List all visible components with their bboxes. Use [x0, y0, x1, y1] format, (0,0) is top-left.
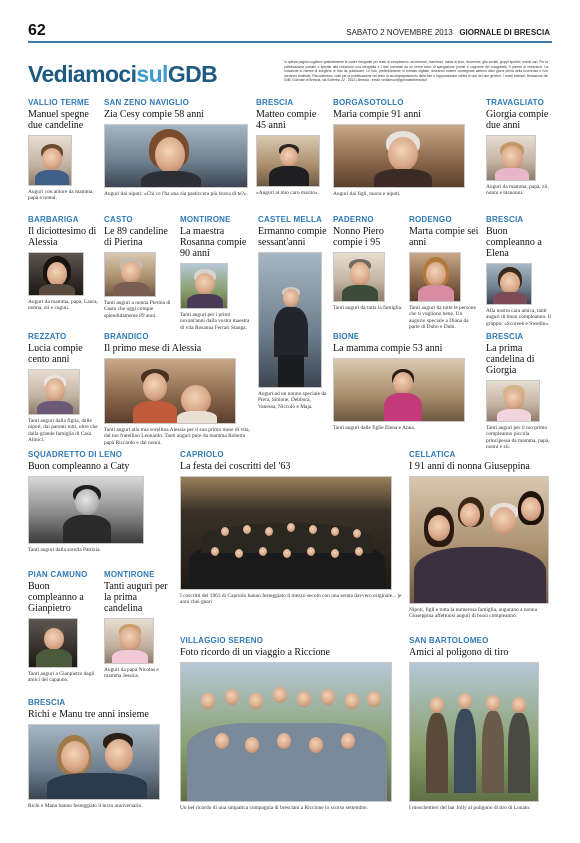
- article-photo: [333, 358, 465, 422]
- article-photo: [333, 252, 385, 302]
- newspaper-name: GIORNALE DI BRESCIA: [459, 28, 550, 37]
- article-caption: Auguri da mamma, papà, zii, nonni e bisnonni.: [486, 184, 549, 197]
- article-location: TRAVAGLIATO: [486, 98, 545, 107]
- article-photo: [104, 124, 248, 188]
- article-headline: La prima candelina di Giorgia: [486, 343, 535, 376]
- article-photo: [409, 476, 549, 604]
- article-headline: Maria compie 91 anni: [333, 109, 422, 120]
- article-location: CELLATICA: [409, 450, 456, 459]
- article-caption: Auguri da papà Nicolas e mamma Jessica.: [104, 667, 159, 680]
- article-location: BORGASOTOLLO: [333, 98, 404, 107]
- article-caption: Richi e Manu hanno festeggiato il terzo anniversario.: [28, 803, 143, 809]
- article-headline: Richi e Manu tre anni insieme: [28, 709, 149, 720]
- article-paderno: [333, 215, 403, 311]
- article-location: MONTIRONE: [180, 215, 231, 224]
- article-caption: Tanti auguri per i primi novant'anni dalla vostra maestra di vita Rosanna Ferrari Stanga.: [180, 312, 250, 331]
- article-brescia-richi-manu: [28, 698, 176, 809]
- article-caption: Tanti auguri dalle figlie Elena e Anna.: [333, 425, 416, 431]
- article-capriolo: [180, 450, 404, 606]
- article-photo: [28, 369, 80, 415]
- article-location: CASTEL MELLA: [258, 215, 323, 224]
- article-headline: Marta compie sei anni: [409, 226, 479, 248]
- article-villaggio-sereno: [180, 636, 404, 811]
- article-location: BRESCIA: [486, 215, 524, 224]
- article-location: MONTIRONE: [104, 570, 155, 579]
- article-photo: [180, 263, 228, 309]
- article-headline: Le 89 candeline di Pierina: [104, 226, 168, 248]
- article-photo: [486, 135, 536, 181]
- article-location: PIAN CAMUNO: [28, 570, 88, 579]
- article-squadretto-di-leno: [28, 450, 176, 553]
- article-caption: Auguri ad un nonno speciale da Piera, Simone, Debbora, Vanessa, Niccolò e Maja.: [258, 391, 327, 410]
- masthead-part2: sul: [136, 61, 168, 87]
- article-location: BARBARIGA: [28, 215, 79, 224]
- article-caption: Tanti auguri alla mia sorellina Alessia per il suo primo mese di vita, dal tuo fratellino Leonardo. Tanti auguri pure da mamma Roberta papà Riccardo e dai nonni.: [104, 427, 250, 446]
- article-rodengo: [409, 215, 479, 331]
- article-caption: Tanti auguri dalla figlia, dalle nipoti, dai parenti tutti, oltre che dalla grande famiglia di Casa Almici.: [28, 418, 98, 444]
- article-rezzato: [28, 332, 98, 444]
- section-masthead: [28, 61, 217, 87]
- article-headline: Ermanno compie sessant'anni: [258, 226, 327, 248]
- article-caption: Un bel ricordo di una simpatica compagnia di bresciani a Riccione lo scorso settembre.: [180, 805, 369, 811]
- article-headline: Il primo mese di Alessia: [104, 343, 202, 354]
- article-castel-mella: [258, 215, 328, 410]
- masthead-part3: GDB: [167, 61, 218, 87]
- article-location: BRESCIA: [28, 698, 66, 707]
- article-headline: I 91 anni di nonna Giuseppina: [409, 461, 530, 472]
- article-photo: [104, 618, 154, 664]
- article-borgosatollo: [333, 98, 478, 197]
- article-brescia-matteo: [256, 98, 324, 196]
- masthead-note: In questa pagina vogliamo gratuitamente le vostre fotografie per feste di compleanno, anniversari, matrimoni, classi di leva, ricorrenze, gite sociali, gruppi sportivi, eventi vari. Per la pubblicazione portate o spedite alla redazione una fotografia e i dati corredati da un breve testo di spiegazione (nome e cognome dei fotografati). Il parere di redazione. La redazione si riserva di scegliere le foto da pubblicare. Le foto, preferibilmente in formato digitale, dovranno essere consegnate almeno dieci giorni prima della ricorrenza e non verranno restituite. Riscuoteremo i dati per la pubblicazione nel testo di accompagnamento della foto e l'approvazione scritta di uno dei due genitori. I nostri indirizzi: Redazione del GdB, Giornale di Brescia, via Solferino 22 - 25121 Brescia - email: vediamoci@giornaledibrescia.it: [284, 60, 548, 83]
- article-barbariga: [28, 215, 98, 312]
- article-photo: [28, 618, 78, 668]
- article-photo: [104, 252, 156, 297]
- article-bione: [333, 332, 478, 431]
- article-location: VALLIO TERME: [28, 98, 90, 107]
- article-caption: Alla nostra cara amica, tanti auguri di buon compleanno. Il gruppo: «Scoreek e Swedin».: [486, 308, 552, 327]
- article-location: PADERNO: [333, 215, 374, 224]
- article-caption: Nipoti, figli e tutta la numerosa famiglia, augurano a nonna Giuseppina affettuosi auguri di buon compleanno.: [409, 607, 537, 620]
- article-photo: [180, 662, 392, 802]
- article-photo: [333, 124, 465, 188]
- article-headline: Buon compleanno a Elena: [486, 226, 542, 259]
- article-caption: «Auguri al mio caro marito».: [256, 190, 320, 196]
- article-headline: Foto ricordo di un viaggio a Riccione: [180, 647, 330, 658]
- article-headline: Il diciottesimo di Alessia: [28, 226, 97, 248]
- article-san-zeno-naviglio: [104, 98, 248, 197]
- article-caption: I moschettieri del bar Jolly al poligono di tiro di Lonato.: [409, 805, 531, 811]
- article-photo: [486, 263, 532, 305]
- article-san-bartolomeo: [409, 636, 552, 811]
- article-location: SAN ZENO NAVIGLIO: [104, 98, 190, 107]
- masthead-part1: Vediamoci: [28, 61, 137, 87]
- article-location: RODENGO: [409, 215, 452, 224]
- article-headline: La mamma compie 53 anni: [333, 343, 443, 354]
- article-caption: Auguri da mamma, papà, Laura, nonna, zii e cugini.: [28, 299, 98, 312]
- article-location: BRANDICO: [104, 332, 149, 341]
- article-caption: Auguri dai figli, nuora e nipoti.: [333, 191, 401, 197]
- article-location: SQUADRETTO DI LENO: [28, 450, 123, 459]
- article-photo: [258, 252, 322, 388]
- header-info: [346, 28, 550, 37]
- article-photo: [104, 358, 236, 424]
- article-caption: Tanti auguri da tutte le persone che ti vogliono bene. Un augurio speciale a Diana da parte di Dubo e Dubi.: [409, 305, 476, 331]
- page-number: 62: [28, 22, 46, 39]
- article-location: CASTO: [104, 215, 133, 224]
- article-photo: [28, 724, 160, 800]
- header-rule: [28, 41, 552, 43]
- article-caption: Tanti auguri da tutta la famiglia.: [333, 305, 403, 311]
- article-photo: [28, 135, 72, 186]
- article-pian-camuno: [28, 570, 100, 684]
- article-caption: I coscritti del 1963 di Capriolo hanno festeggiato il mezzo secolo con una serata davvero originale... je anni chei gnari: [180, 593, 402, 606]
- article-location: SAN BARTOLOMEO: [409, 636, 489, 645]
- article-headline: Buon compleanno a Caty: [28, 461, 130, 472]
- article-location: VILLAGGIO SERENO: [180, 636, 264, 645]
- article-headline: Giorgia compie due anni: [486, 109, 549, 131]
- article-headline: La maestra Rosanna compie 90 anni: [180, 226, 247, 259]
- article-headline: Nonno Piero compie i 95: [333, 226, 384, 248]
- article-photo: [409, 252, 461, 302]
- article-headline: Zia Cesy compie 58 anni: [104, 109, 204, 120]
- article-headline: La festa dei coscritti del '63: [180, 461, 291, 472]
- article-location: REZZATO: [28, 332, 67, 341]
- article-location: BRESCIA: [256, 98, 294, 107]
- article-casto: [104, 215, 174, 319]
- issue-date: SABATO 2 NOVEMBRE 2013: [346, 28, 453, 37]
- article-brescia-elena: [486, 215, 552, 327]
- article-montirone-rosanna: [180, 215, 252, 331]
- article-headline: Matteo compie 45 anni: [256, 109, 317, 131]
- article-caption: Auguri dai nipoti: «Chi ce l'ha una zia pasticcera più brava di te?».: [104, 191, 248, 197]
- article-caption: Tanti auguri per il tuo primo compleanno piccola principessa da mamma, papà, nonni e zii.: [486, 425, 550, 451]
- article-travagliato: [486, 98, 552, 197]
- article-headline: Buon compleanno a Gianpietro: [28, 581, 84, 614]
- article-photo: [28, 476, 144, 544]
- article-montirone-candelina: [104, 570, 176, 680]
- article-photo: [256, 135, 320, 187]
- article-vallio-terme: [28, 98, 98, 202]
- article-location: BIONE: [333, 332, 360, 341]
- article-caption: Tanti auguri a Gianpietro dagli amici del capanno.: [28, 671, 95, 684]
- article-headline: Manuel spegne due candeline: [28, 109, 89, 131]
- article-photo: [486, 380, 540, 422]
- article-cellatica: [409, 450, 552, 620]
- article-location: CAPRIOLO: [180, 450, 224, 459]
- article-photo: [28, 252, 84, 296]
- article-caption: Tanti auguri dalla sorella Patrizia.: [28, 547, 101, 553]
- article-headline: Lucia compie cento anni: [28, 343, 83, 365]
- article-photo: [409, 662, 539, 802]
- article-caption: Tanti auguri a nonna Pierina di Casto che oggi compie splendidamente 89 anni.: [104, 300, 171, 319]
- article-photo: [180, 476, 392, 590]
- article-location: BRESCIA: [486, 332, 524, 341]
- article-brandico: [104, 332, 250, 446]
- article-headline: Tanti auguri per la prima candelina: [104, 581, 168, 614]
- article-caption: Auguri con amore da mamma, papà e nonni.: [28, 189, 94, 202]
- article-brescia-giorgia: [486, 332, 552, 451]
- article-headline: Amici al poligono di tiro: [409, 647, 509, 658]
